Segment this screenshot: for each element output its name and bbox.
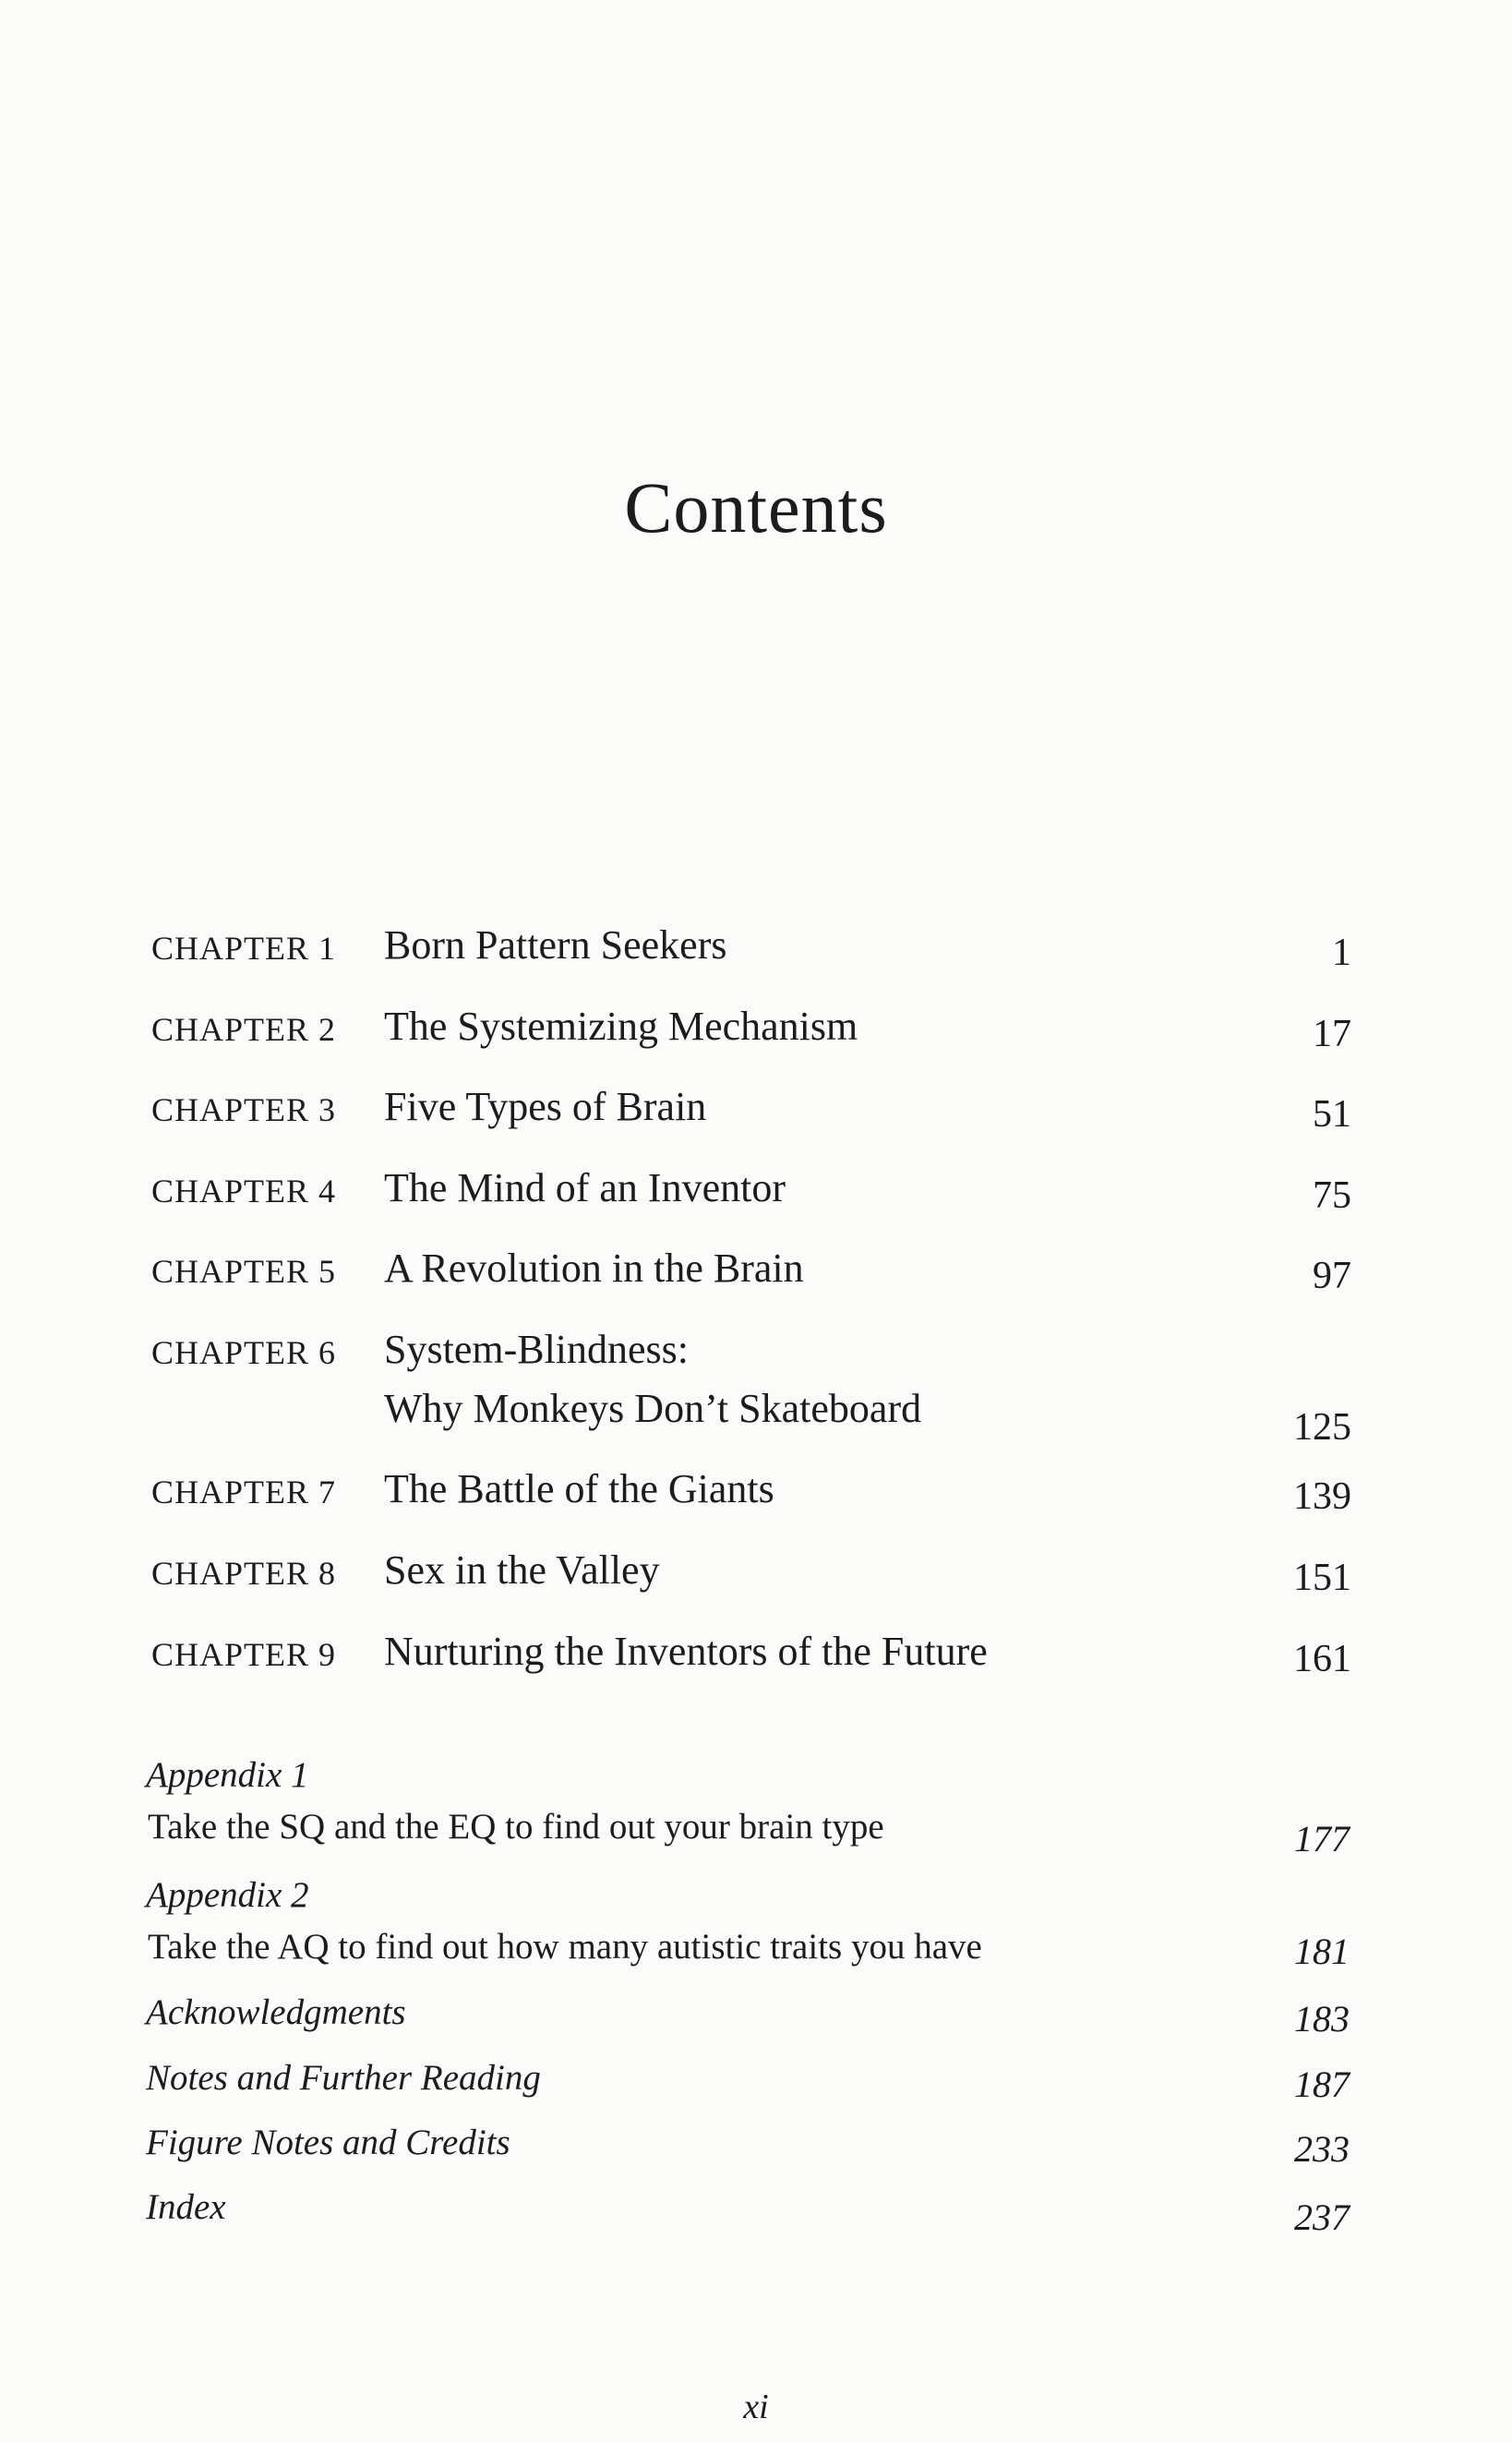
appendix-heading: Appendix 1	[146, 1755, 309, 1795]
page-number: 139	[1293, 1475, 1351, 1518]
chapter-label: CHAPTER 3	[151, 1091, 337, 1128]
page-number: 125	[1293, 1406, 1351, 1449]
chapter-label: CHAPTER 6	[151, 1334, 337, 1371]
chapter-label: CHAPTER 4	[151, 1173, 337, 1209]
chapter-title: The Systemizing Mechanism	[384, 1004, 858, 1049]
chapter-label: CHAPTER 2	[151, 1011, 337, 1048]
page-number: 183	[1294, 1998, 1350, 2040]
folio-page-number: xi	[743, 2388, 769, 2426]
chapter-title: Nurturing the Inventors of the Future	[384, 1629, 988, 1674]
back-matter-heading: Acknowledgments	[146, 1992, 406, 2032]
chapter-title-continued: Why Monkeys Don’t Skateboard	[384, 1386, 922, 1431]
chapter-label: CHAPTER 7	[151, 1474, 337, 1510]
chapter-title: System-Blindness:	[384, 1327, 690, 1372]
page-number: 151	[1293, 1557, 1351, 1599]
chapter-label: CHAPTER 8	[151, 1555, 337, 1592]
page-number: 233	[1294, 2128, 1350, 2170]
appendix-description: Take the SQ and the EQ to find out your brain type	[148, 1807, 884, 1847]
chapter-label: CHAPTER 9	[151, 1636, 337, 1673]
page-number: 1	[1332, 932, 1351, 974]
chapter-title: The Mind of an Inventor	[384, 1165, 786, 1210]
page-number: 51	[1313, 1093, 1351, 1136]
page-number: 177	[1294, 1818, 1350, 1859]
page-number: 75	[1313, 1174, 1351, 1217]
back-matter-heading: Figure Notes and Credits	[146, 2123, 510, 2162]
appendix-description: Take the AQ to find out how many autistic traits you have	[148, 1927, 982, 1967]
page-number: 17	[1313, 1013, 1351, 1055]
back-matter-heading: Index	[146, 2187, 226, 2227]
chapter-label: CHAPTER 5	[151, 1253, 337, 1290]
chapter-title: Born Pattern Seekers	[384, 922, 727, 968]
page-title: Contents	[624, 467, 888, 548]
chapter-label: CHAPTER 1	[151, 930, 337, 967]
page-number: 181	[1294, 1931, 1350, 1972]
appendix-heading: Appendix 2	[146, 1875, 309, 1915]
page-number: 237	[1294, 2196, 1350, 2238]
page-number: 187	[1294, 2064, 1350, 2105]
chapter-title: The Battle of the Giants	[384, 1466, 774, 1511]
chapter-title: Five Types of Brain	[384, 1084, 707, 1129]
page-number: 161	[1293, 1638, 1351, 1680]
page-number: 97	[1313, 1255, 1351, 1297]
chapter-title: A Revolution in the Brain	[384, 1246, 804, 1291]
chapter-title: Sex in the Valley	[384, 1547, 660, 1593]
back-matter-heading: Notes and Further Reading	[146, 2058, 541, 2098]
